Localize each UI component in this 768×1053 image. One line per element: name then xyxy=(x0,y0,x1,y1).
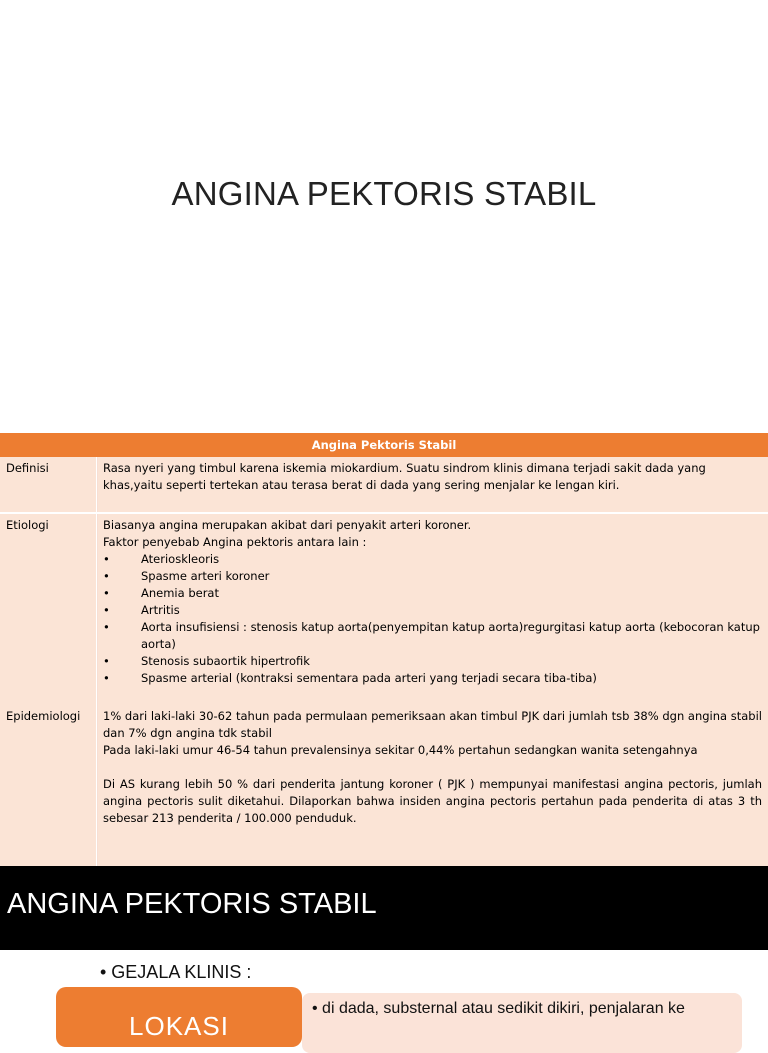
label-epidemiologi: Epidemiologi xyxy=(6,709,81,723)
bullet-icon: • xyxy=(103,569,110,583)
title-band xyxy=(0,866,768,950)
row-divider xyxy=(0,512,768,514)
label-etiologi: Etiologi xyxy=(6,518,49,532)
epidemiologi-paragraph: Pada laki-laki umur 46-54 tahun prevalensinya sekitar 0,44% pertahun sedangkan wanita setengahnya xyxy=(103,743,698,757)
description-text: • di dada, substernal atau sedikit dikiri, penjalaran ke xyxy=(312,1000,685,1017)
bullet-icon: • xyxy=(103,552,110,566)
list-item: • Aorta insufisiensi : stenosis katup aorta(penyempitan katup aorta)regurgitasi katup aorta (kebocoran katup aorta) xyxy=(103,620,760,651)
definisi-text xyxy=(103,460,762,494)
description-box xyxy=(302,993,742,1053)
etiologi-intro: Biasanya angina merupakan akibat dari penyakit arteri koroner. xyxy=(103,518,472,532)
bullet-icon: • xyxy=(103,586,110,600)
list-item: • Spasme arteri koroner xyxy=(103,569,270,583)
list-item: • Anemia berat xyxy=(103,586,219,600)
title-slide xyxy=(0,0,768,432)
bullet-icon: • xyxy=(103,603,110,617)
epidemiologi-paragraph: 1% dari laki-laki 30-62 tahun pada permulaan pemeriksaan akan timbul PJK dari jumlah tsb 38% dgn angina stabil dan 7% dgn angina tdk stabil xyxy=(103,709,762,740)
etiologi-text xyxy=(103,517,762,687)
lokasi-box xyxy=(56,987,302,1047)
list-item: • Spasme arterial (kontraksi sementara pada arteri yang terjadi secara tiba-tiba) xyxy=(103,671,597,685)
lokasi-label: LOKASI xyxy=(129,1011,229,1041)
epidemiologi-text xyxy=(103,708,762,827)
epidemiologi-paragraph: Di AS kurang lebih 50 % dari penderita jantung koroner ( PJK ) mempunyai manifestasi angina pectoris, jumlah angina pectoris sulit diketahui. Dilaporkan bahwa insiden angina pectoris pertahun pada penderita di atas 3 th sebesar 213 penderita / 100.000 penduduk. xyxy=(103,777,762,825)
etiologi-intro: Faktor penyebab Angina pektoris antara lain : xyxy=(103,535,367,549)
bullet-icon: • xyxy=(103,620,110,634)
label-definisi: Definisi xyxy=(6,461,49,475)
list-item: • Aterioskleoris xyxy=(103,552,220,566)
section-bullet: • GEJALA KLINIS : xyxy=(100,962,252,982)
list-item: • Stenosis subaortik hipertrofik xyxy=(103,654,310,668)
definisi-line: khas,yaitu seperti tertekan atau terasa berat di dada yang sering menjalar ke lengan kiri. xyxy=(103,478,620,492)
list-item: • Artritis xyxy=(103,603,180,617)
clinical-slide xyxy=(0,866,768,1041)
bullet-icon: • xyxy=(103,654,110,668)
bullet-icon: • xyxy=(103,671,110,685)
definisi-line: Rasa nyeri yang timbul karena iskemia miokardium. Suatu sindrom klinis dimana terjadi sakit dada yang xyxy=(103,461,706,475)
slide-title: ANGINA PEKTORIS STABIL xyxy=(171,175,597,212)
slide-title: ANGINA PEKTORIS STABIL xyxy=(7,888,377,920)
table-header: Angina Pektoris Stabil xyxy=(0,433,768,457)
info-table xyxy=(0,433,768,866)
